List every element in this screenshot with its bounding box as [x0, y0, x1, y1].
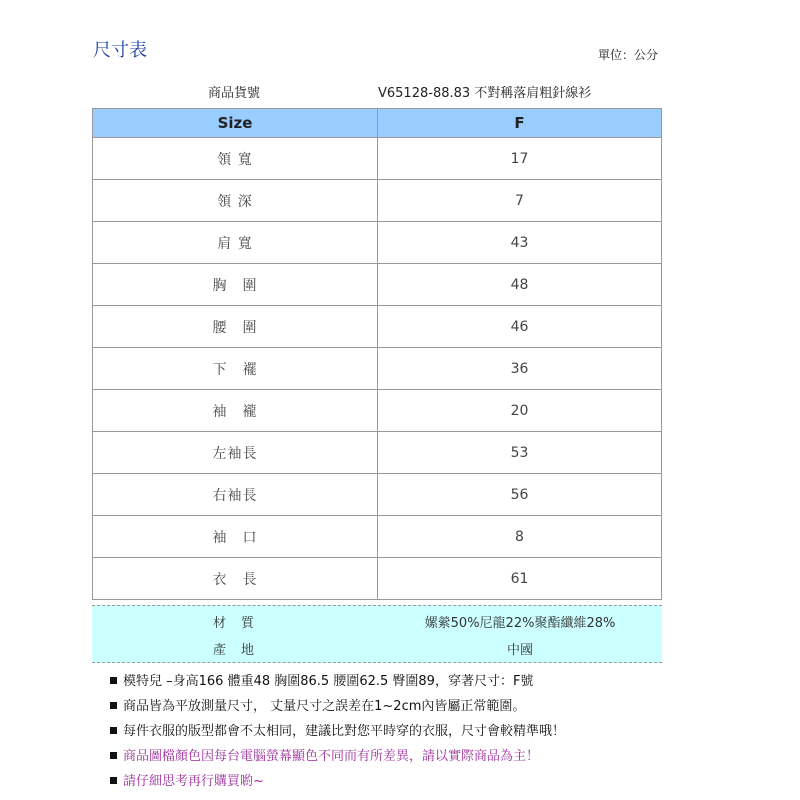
measure-value: 7 [378, 180, 662, 222]
list-item [110, 772, 565, 797]
notes-list [110, 672, 565, 797]
origin-label: 產 地 [212, 643, 255, 658]
note-text: 請仔細思考再行購買喲~ [123, 774, 264, 789]
table-row [93, 432, 662, 474]
origin-row [92, 635, 662, 659]
measure-label: 袖 襱 [93, 390, 378, 432]
measure-value: 20 [378, 390, 662, 432]
measure-value: 48 [378, 264, 662, 306]
measure-label: 肩 寬 [93, 222, 378, 264]
measure-label: 領 寬 [93, 138, 378, 180]
table-row [93, 138, 662, 180]
material-value: 嫘縈50%尼龍22%聚酯纖維28% [424, 616, 616, 631]
note-text: 模特兒 –身高166 體重48 胸圍86.5 腰圍62.5 臀圍89，穿著尺寸：F號 [123, 674, 534, 689]
material-row [92, 608, 662, 632]
table-row [93, 306, 662, 348]
measure-label: 下 襬 [93, 348, 378, 390]
product-code-value: V65128-88.83 不對稱落肩粗針線衫 [378, 86, 592, 101]
table-row [93, 558, 662, 600]
table-row [93, 390, 662, 432]
measure-value: 61 [378, 558, 662, 600]
measure-value: 56 [378, 474, 662, 516]
measure-value: 46 [378, 306, 662, 348]
size-table-header [93, 109, 662, 138]
table-row [93, 474, 662, 516]
bullet-square-icon [110, 752, 117, 759]
measure-label: 胸 圍 [93, 264, 378, 306]
size-value-header-cell: F [378, 109, 662, 138]
list-item [110, 672, 565, 697]
table-row [93, 516, 662, 558]
measure-label: 領 深 [93, 180, 378, 222]
list-item [110, 722, 565, 747]
measure-value: 36 [378, 348, 662, 390]
page-title: 尺寸表 [93, 40, 147, 61]
note-text: 每件衣服的版型都會不太相同，建議比對您平時穿的衣服，尺寸會較精準哦！ [123, 724, 566, 739]
measure-value: 17 [378, 138, 662, 180]
table-row [93, 180, 662, 222]
size-table [92, 108, 662, 600]
list-item [110, 697, 565, 722]
material-label: 材 質 [212, 616, 255, 631]
table-row [93, 264, 662, 306]
measure-label: 右袖長 [93, 474, 378, 516]
measure-label: 袖 口 [93, 516, 378, 558]
bullet-square-icon [110, 702, 117, 709]
size-header-cell: Size [93, 109, 378, 138]
measure-label: 衣 長 [93, 558, 378, 600]
bullet-square-icon [110, 677, 117, 684]
origin-value: 中國 [506, 643, 533, 658]
product-code-row [92, 80, 662, 100]
table-row [93, 222, 662, 264]
measure-value: 53 [378, 432, 662, 474]
measure-label: 左袖長 [93, 432, 378, 474]
note-text: 商品皆為平放測量尺寸， 丈量尺寸之誤差在1~2cm內皆屬正常範圍。 [123, 699, 526, 714]
product-code-label: 商品貨號 [207, 86, 260, 101]
table-row [93, 348, 662, 390]
note-text: 商品圖檔顏色因每台電腦螢幕顯色不同而有所差異，請以實際商品為主！ [123, 749, 540, 764]
measure-value: 8 [378, 516, 662, 558]
unit-label: 單位：公分 [598, 48, 659, 62]
measure-label: 腰 圍 [93, 306, 378, 348]
bullet-square-icon [110, 777, 117, 784]
measure-value: 43 [378, 222, 662, 264]
material-section [92, 605, 662, 663]
bullet-square-icon [110, 727, 117, 734]
list-item [110, 747, 565, 772]
